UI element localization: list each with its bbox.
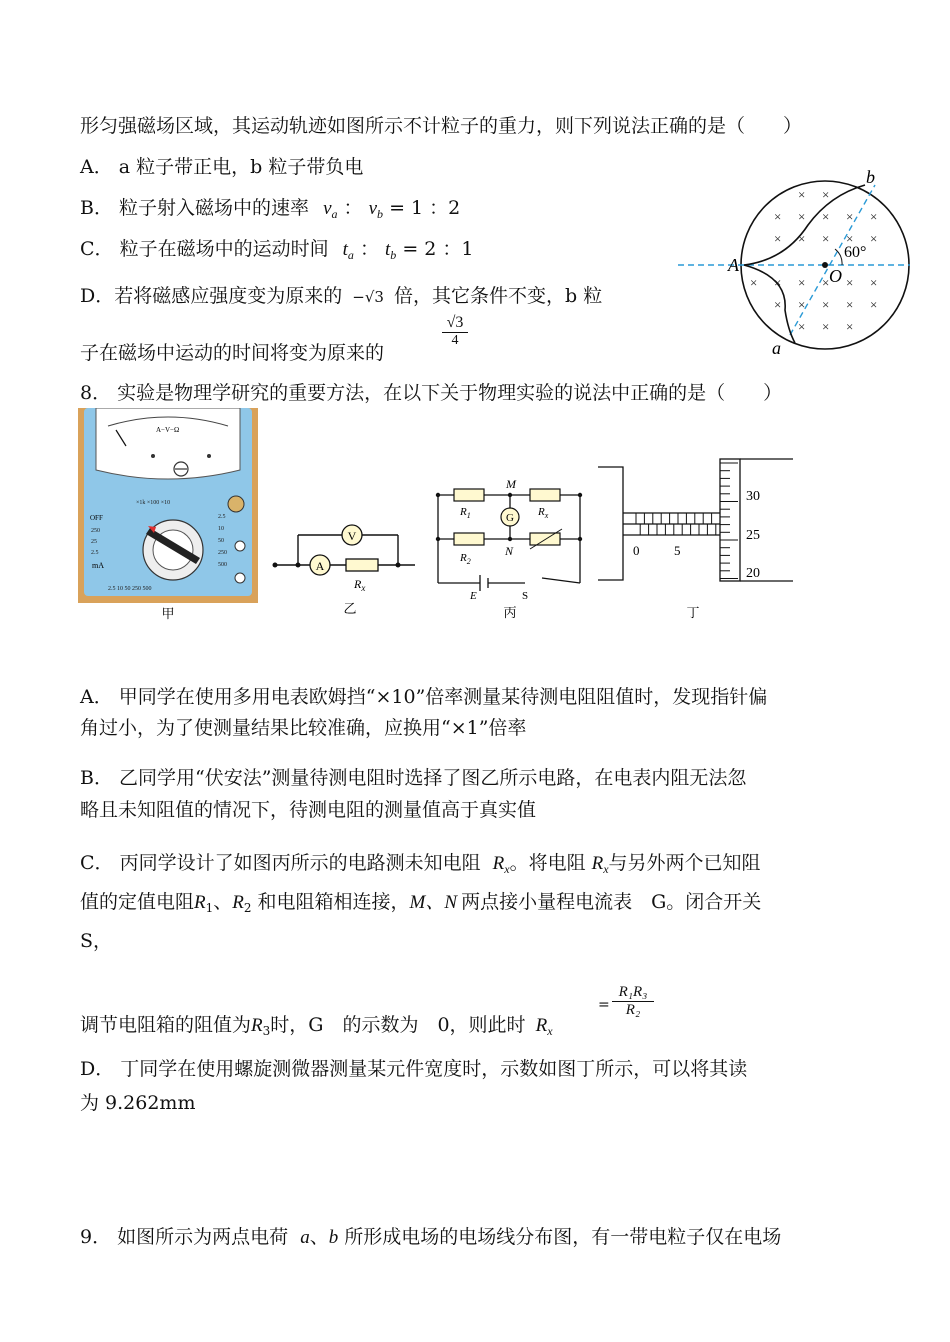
field-cross: × xyxy=(822,187,830,202)
q8-c-rx-2-sub: x xyxy=(603,862,609,876)
micrometer-figure xyxy=(598,455,798,625)
fig-label-jia: 甲 xyxy=(161,606,175,621)
q8-c-rx-3-sub: x xyxy=(547,1024,553,1038)
q8-c-text-6: 两点接小量程电流表 G。闭合开关 xyxy=(461,891,762,913)
q9-charge-b: b xyxy=(328,1227,339,1248)
label-a: a xyxy=(772,338,781,358)
svg-text:500: 500 xyxy=(218,562,227,568)
field-cross: × xyxy=(822,209,830,224)
field-cross: × xyxy=(798,275,806,290)
q8-c-rx-2: R xyxy=(591,853,604,874)
battery-label: E xyxy=(470,590,477,602)
fraction-numerator: √3 xyxy=(446,314,464,331)
q9-text-3: 所形成电场的电场线分布图，有一带电粒子仅在电场 xyxy=(344,1226,782,1248)
svg-text:2.5 10 50 250 500: 2.5 10 50 250 500 xyxy=(108,586,152,592)
ammeter-label: A xyxy=(315,559,325,573)
q7-option-d-text-a: D．若将磁感应强度变为原来的 xyxy=(80,285,343,307)
svg-text:50: 50 xyxy=(218,538,224,544)
field-cross: × xyxy=(846,297,854,312)
resistor-r2 xyxy=(454,533,484,545)
field-cross: × xyxy=(798,297,806,312)
q8-c-r3-sub: 3 xyxy=(262,1024,271,1038)
center-point xyxy=(822,262,828,268)
q8-c-fraction-denominator: R₂ xyxy=(612,1001,654,1019)
selector-ma-label: mA xyxy=(92,561,104,570)
meter-dial xyxy=(96,408,240,479)
q8-c-rx-sub: x xyxy=(504,862,510,876)
q8-c-rx: R xyxy=(492,853,505,874)
q7-ratio-c: = 2 ：1 xyxy=(402,238,474,260)
rx-bridge-label: $R_x$ xyxy=(538,506,549,520)
field-cross: × xyxy=(846,231,854,246)
q8-c-r1-sub: 1 xyxy=(205,901,214,915)
q7-option-c-text: C． 粒子在磁场中的运动时间 xyxy=(80,238,329,260)
main-scale-5: 5 xyxy=(674,543,681,558)
field-cross: × xyxy=(774,231,782,246)
thimble-25: 25 xyxy=(746,528,760,543)
q9-charge-a: a xyxy=(300,1227,310,1248)
q8-c-r3: R xyxy=(251,1015,263,1036)
q8-c-text-7: 调节电阻箱的阻值为 xyxy=(80,1014,252,1036)
q8-option-c-line4 xyxy=(80,1012,553,1044)
q8-option-b-line2: 略且未知阻值的情况下，待测电阻的测量值高于真实值 xyxy=(80,799,537,821)
thimble-30: 30 xyxy=(746,489,760,504)
node-m-label: M xyxy=(506,477,516,491)
q7-option-b xyxy=(80,195,460,227)
terminal-plus xyxy=(235,541,245,551)
node-n-label: N xyxy=(505,544,514,558)
field-cross: × xyxy=(822,319,830,334)
field-cross: × xyxy=(846,275,854,290)
field-cross: × xyxy=(870,297,878,312)
fraction-denominator: 4 xyxy=(442,332,468,349)
r2-label: $R_2$ xyxy=(460,552,471,566)
q8-c-r1: R xyxy=(194,892,206,913)
svg-text:250: 250 xyxy=(91,528,100,534)
q7-va-sub: a xyxy=(331,207,338,221)
q8-option-a-line2: 角过小，为了使测量结果比较准确，应换用“×1”倍率 xyxy=(80,717,527,739)
rx-label: $R_x$ xyxy=(354,577,366,593)
q8-option-d-line2: 为 9.262mm xyxy=(80,1092,196,1114)
svg-text:×1k ×100 ×10: ×1k ×100 ×10 xyxy=(136,500,171,506)
svg-text:2.5: 2.5 xyxy=(91,550,99,556)
voltmeter-label: V xyxy=(347,529,357,543)
q8-option-c-line1 xyxy=(80,850,761,882)
field-cross: × xyxy=(822,297,830,312)
q8-c-text-2: 。将电阻 xyxy=(509,852,586,874)
q8-c-text-1: C． 丙同学设计了如图丙所示的电路测未知电阻 xyxy=(80,852,481,874)
terminal-minus xyxy=(235,573,245,583)
field-cross: × xyxy=(870,209,878,224)
fig-label-bing: 丙 xyxy=(503,605,517,620)
label-O: O xyxy=(829,266,842,286)
q8-c-rx-3: R xyxy=(535,1015,548,1036)
q8-c-fraction-numerator: R₁R₃ xyxy=(618,984,648,1000)
thimble-20: 20 xyxy=(746,566,760,581)
resistor-rx xyxy=(346,559,378,571)
q7-ta-sub: a xyxy=(347,248,354,262)
svg-text:250: 250 xyxy=(218,550,227,556)
q7-option-a: A． a 粒子带正电，b 粒子带负电 xyxy=(80,156,364,178)
svg-text:10: 10 xyxy=(218,526,224,532)
field-cross: × xyxy=(798,187,806,202)
resistor-r1 xyxy=(454,489,484,501)
resistor-rx-bridge xyxy=(530,489,560,501)
q7-va: v xyxy=(323,198,332,219)
q7-ta: t xyxy=(342,239,348,260)
main-scale-ticks xyxy=(636,513,720,535)
q8-c-fraction xyxy=(612,984,654,1019)
multimeter-figure xyxy=(78,408,258,623)
field-cross: × xyxy=(774,275,782,290)
field-cross: × xyxy=(798,209,806,224)
q8-c-mn: M、N xyxy=(409,892,458,913)
q7-tb-sub: b xyxy=(390,248,397,262)
q7-vb: v xyxy=(368,198,378,219)
q8-option-a-line1: A． 甲同学在使用多用电表欧姆挡“×10”倍率测量某待测电阻阻值时，发现指针偏 xyxy=(80,686,768,708)
field-cross: × xyxy=(750,275,758,290)
q7-option-c xyxy=(80,236,474,268)
field-cross: × xyxy=(846,319,854,334)
selector-off-label: OFF xyxy=(90,514,103,522)
galvanometer-label: G xyxy=(506,512,514,524)
field-cross: × xyxy=(870,231,878,246)
q8-option-c-line3: S， xyxy=(80,930,113,952)
q9-text-1: 9． 如图所示为两点电荷 xyxy=(80,1226,289,1248)
fig-label-yi: 乙 xyxy=(343,601,357,616)
circuit-yi-figure xyxy=(270,515,420,620)
q8-c-text-4: 值的定值电阻 xyxy=(80,891,195,913)
meter-scale-label: A−V−Ω xyxy=(156,426,180,434)
svg-text:25: 25 xyxy=(91,539,97,545)
q8-c-r2-sub: 2 xyxy=(243,901,252,915)
angle-arc xyxy=(835,249,842,265)
q7-tb: t xyxy=(385,239,391,260)
label-angle: 60° xyxy=(844,244,867,261)
field-cross: × xyxy=(822,231,830,246)
q7-option-d-text-b: 倍，其它条件不变，b 粒 xyxy=(394,285,603,307)
q8-c-equals: = xyxy=(598,997,610,1013)
label-A: A xyxy=(728,255,739,275)
q7-option-d-factor: −√3 xyxy=(352,288,384,306)
svg-text:2.5: 2.5 xyxy=(218,514,226,520)
magnetic-field-figure xyxy=(670,165,920,360)
q8-option-b-line1: B． 乙同学用“伏安法”测量待测电阻时选择了图乙所示电路，在电表内阻无法忽 xyxy=(80,767,747,789)
q8-stem: 8． 实验是物理学研究的重要方法，在以下关于物理实验的说法中正确的是（ ） xyxy=(80,382,783,404)
q7-colon-b: ： xyxy=(343,197,363,219)
q7-intro: 形匀强磁场区域，其运动轨迹如图所示不计粒子的重力，则下列说法正确的是（ ） xyxy=(80,115,803,137)
q9-text-2: 、 xyxy=(309,1226,329,1248)
field-cross: × xyxy=(822,275,830,290)
q8-c-text-5: 和电阻箱相连接， xyxy=(257,891,410,913)
q8-option-c-line2 xyxy=(80,889,761,921)
field-cross: × xyxy=(774,297,782,312)
q7-colon-c: ： xyxy=(359,238,379,260)
fig-label-ding: 丁 xyxy=(686,605,700,620)
bridge-circuit-figure xyxy=(430,475,590,625)
field-cross: × xyxy=(774,209,782,224)
field-cross: × xyxy=(798,319,806,334)
q7-option-d-fraction xyxy=(442,314,468,349)
thimble-scale-ticks xyxy=(720,463,738,579)
q8-option-d-line1: D． 丁同学在使用螺旋测微器测量某元件宽度时，示数如图丁所示，可以将其读 xyxy=(80,1058,748,1080)
switch-label: S xyxy=(522,590,529,602)
q7-ratio-b: = 1 ：2 xyxy=(389,197,461,219)
main-scale-0: 0 xyxy=(633,543,640,558)
q7-vb-sub: b xyxy=(377,207,384,221)
q8-c-text-3: 与另外两个已知阻 xyxy=(608,852,761,874)
q7-option-d-line2: 子在磁场中运动的时间将变为原来的 xyxy=(80,342,385,364)
q7-option-b-text: B． 粒子射入磁场中的速率 xyxy=(80,197,310,219)
q8-c-r2: R xyxy=(232,892,244,913)
q9-stem xyxy=(80,1224,781,1251)
label-b: b xyxy=(866,167,875,187)
field-cross: × xyxy=(798,231,806,246)
r1-label: $R_1$ xyxy=(460,506,471,520)
q7-option-d-line1 xyxy=(80,283,602,310)
q8-c-sep: 、 xyxy=(213,891,233,913)
ohm-adjust-knob xyxy=(228,496,244,512)
field-cross: × xyxy=(870,275,878,290)
field-cross: × xyxy=(846,209,854,224)
q8-c-text-8: 时，G 的示数为 0，则此时 xyxy=(270,1014,526,1036)
resistance-box xyxy=(530,533,560,545)
